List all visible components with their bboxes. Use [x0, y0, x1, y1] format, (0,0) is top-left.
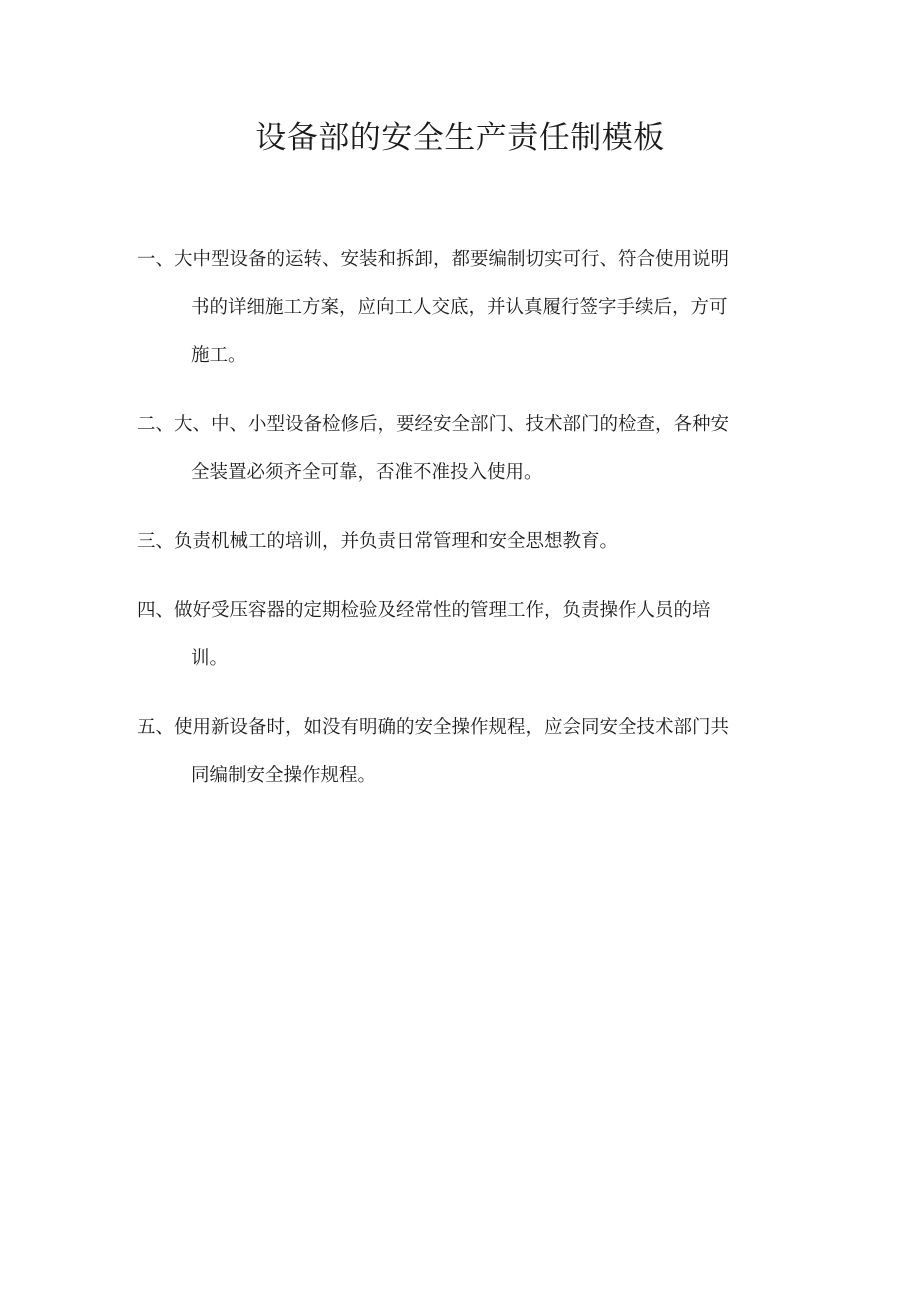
clause-text: [174, 704, 857, 800]
clause-item: [137, 401, 797, 497]
clause-item: [137, 236, 797, 380]
clause-number: 四、: [137, 600, 175, 621]
clause-line: 训。: [191, 648, 229, 669]
clause-number: 五、: [137, 717, 175, 738]
clause-number: 二、: [137, 414, 175, 435]
clause-text: [174, 401, 857, 497]
clause-number: 三、: [137, 531, 175, 552]
clause-item: [137, 704, 797, 800]
clause-line: 大、中、小型设备检修后，要经安全部门、技术部门的检查，各种安: [174, 414, 730, 435]
clause-text: [174, 518, 857, 566]
clause-line: 施工。: [191, 345, 247, 366]
clause-line: 负责机械工的培训，并负责日常管理和安全思想教育。: [174, 531, 619, 552]
clause-text: [174, 587, 857, 683]
clause-list: [137, 236, 797, 821]
clause-item: [137, 587, 797, 683]
clause-line: 同编制安全操作规程。: [191, 765, 377, 786]
clause-line: 书的详细施工方案，应向工人交底，并认真履行签字手续后，方可: [191, 297, 728, 318]
clause-line: 做好受压容器的定期检验及经常性的管理工作，负责操作人员的培: [174, 600, 711, 621]
clause-line: 大中型设备的运转、安装和拆卸，都要编制切实可行、符合使用说明: [174, 249, 730, 270]
clause-item: [137, 518, 797, 566]
clause-number: 一、: [137, 249, 175, 270]
clause-text: [174, 236, 857, 380]
clause-line: 使用新设备时，如没有明确的安全操作规程，应会同安全技术部门共: [174, 717, 730, 738]
document-title: 设备部的安全生产责任制模板: [255, 120, 665, 156]
clause-line: 全装置必须齐全可靠，否准不准投入使用。: [191, 462, 543, 483]
